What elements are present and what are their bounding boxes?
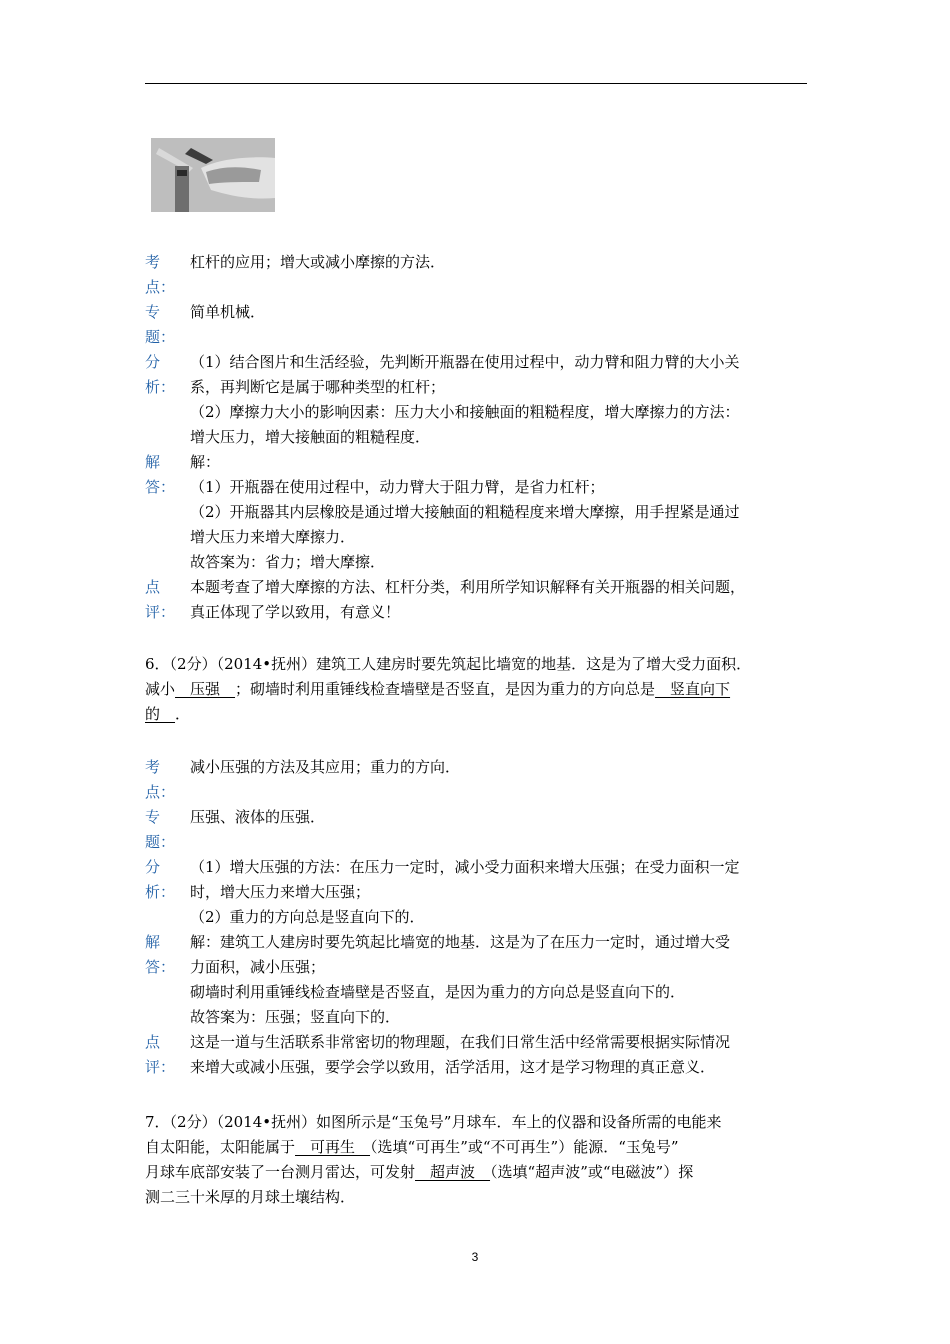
q5-fenxi-row [145,350,807,450]
q6-line1: 6．（2分）（2014•抚州）建筑工人建房时要先筑起比墙宽的地基．这是为了增大受力面积． [145,655,752,673]
header-rule [145,83,807,84]
jieda-label: 解 答： [145,933,176,976]
q6-zhuanti-text: 压强、液体的压强． [190,808,326,826]
q6-kaodian-row [145,755,807,805]
kaodian-label: 考 点： [145,758,176,801]
fenxi-label: 分 析： [145,353,176,396]
dianping-label: 点 评： [145,578,176,621]
q6-dianping-line: 这是一道与生活联系非常密切的物理题，在我们日常生活中经常需要根据实际情况 [190,1033,731,1051]
zhuanti-label: 专 题： [145,808,176,851]
q6-dianping-line: 来增大或减小压强，要学会学以致用，活学活用，这才是学习物理的真正意义． [190,1058,716,1076]
zhuanti-label: 专 题： [145,303,176,346]
q5-fenxi-line: （2）摩擦力大小的影响因素：压力大小和接触面的粗糙程度，增大摩擦力的方法： [190,403,740,421]
q6-fenxi-line: 时，增大压力来增大压强； [190,883,371,901]
q7-line2: 自太阳能，太阳能属于 可再生 （选填“可再生”或“不可再生”）能源．“玉兔号” [145,1138,679,1156]
jieda-label: 解 答： [145,453,176,496]
q5-jieda-line: （1）开瓶器在使用过程中，动力臂大于阻力臂，是省力杠杆； [190,478,605,496]
q5-dianping-line: 本题考查了增大摩擦的方法、杠杆分类，利用所学知识解释有关开瓶器的相关问题， [190,578,746,596]
q6-answer-1: 压强 [175,680,236,698]
q6-line2: 减小 压强 ；砌墙时利用重锤线检查墙壁是否竖直，是因为重力的方向总是 竖直向下 [145,680,731,698]
q6-fenxi-row [145,855,807,930]
q7-question [145,1110,807,1210]
q6-answer-2b: 的 [145,705,176,723]
q6-fenxi-line: （2）重力的方向总是竖直向下的． [190,908,425,926]
q5-jieda-row [145,450,807,575]
page-number: 3 [471,1250,479,1264]
q7-answer-1: 可再生 [295,1138,371,1156]
q6-dianping-row [145,1030,807,1080]
q5-jieda-line: 增大压力来增大摩擦力． [190,528,356,546]
q5-fenxi-line: （1）结合图片和生活经验，先判断开瓶器在使用过程中，动力臂和阻力臂的大小关 [190,353,740,371]
q6-fenxi-line: （1）增大压强的方法：在压力一定时，减小受力面积来增大压强；在受力面积一定 [190,858,740,876]
fenxi-label: 分 析： [145,858,176,901]
dianping-label: 点 评： [145,1033,176,1076]
q5-kaodian-text: 杠杆的应用；增大或减小摩擦的方法． [190,253,446,271]
q5-zhuanti-text: 简单机械． [190,303,266,321]
q6-answer-2a: 竖直向下 [655,680,731,698]
q6-jieda-line: 力面积，减小压强； [190,958,326,976]
q6-jieda-line: 砌墙时利用重锤线检查墙壁是否竖直，是因为重力的方向总是竖直向下的． [190,983,686,1001]
q5-kaodian-row [145,250,807,300]
q7-line4: 测二三十米厚的月球土壤结构． [145,1188,356,1206]
q5-jieda-line: 故答案为：省力；增大摩擦． [190,553,386,571]
q5-dianping-row [145,575,807,625]
q5-jieda-line: 解： [190,453,221,471]
q6-jieda-row [145,930,807,1030]
bottle-opener-photo [151,138,275,212]
q6-kaodian-text: 减小压强的方法及其应用；重力的方向． [190,758,461,776]
q5-fenxi-line: 增大压力，增大接触面的粗糙程度． [190,428,431,446]
q6-line3: 的 ． [145,705,191,723]
q5-fenxi-line: 系，再判断它是属于哪种类型的杠杆； [190,378,446,396]
kaodian-label: 考 点： [145,253,176,296]
q5-analysis [145,250,807,625]
q7-line1: 7．（2分）（2014•抚州）如图所示是“玉兔号”月球车．车上的仪器和设备所需的电能来 [145,1113,722,1131]
q6-question [145,652,807,727]
q6-zhuanti-row [145,805,807,855]
q7-answer-2: 超声波 [415,1163,491,1181]
q5-dianping-line: 真正体现了学以致用，有意义！ [190,603,401,621]
q6-jieda-line: 故答案为：压强；竖直向下的． [190,1008,401,1026]
q5-zhuanti-row [145,300,807,350]
q6-jieda-line: 解：建筑工人建房时要先筑起比墙宽的地基．这是为了在压力一定时，通过增大受 [190,933,731,951]
q6-analysis [145,755,807,1080]
q7-line3: 月球车底部安装了一台测月雷达，可发射 超声波 （选填“超声波”或“电磁波”）探 [145,1163,694,1181]
q5-jieda-line: （2）开瓶器其内层橡胶是通过增大接触面的粗糙程度来增大摩擦，用手捏紧是通过 [190,503,740,521]
